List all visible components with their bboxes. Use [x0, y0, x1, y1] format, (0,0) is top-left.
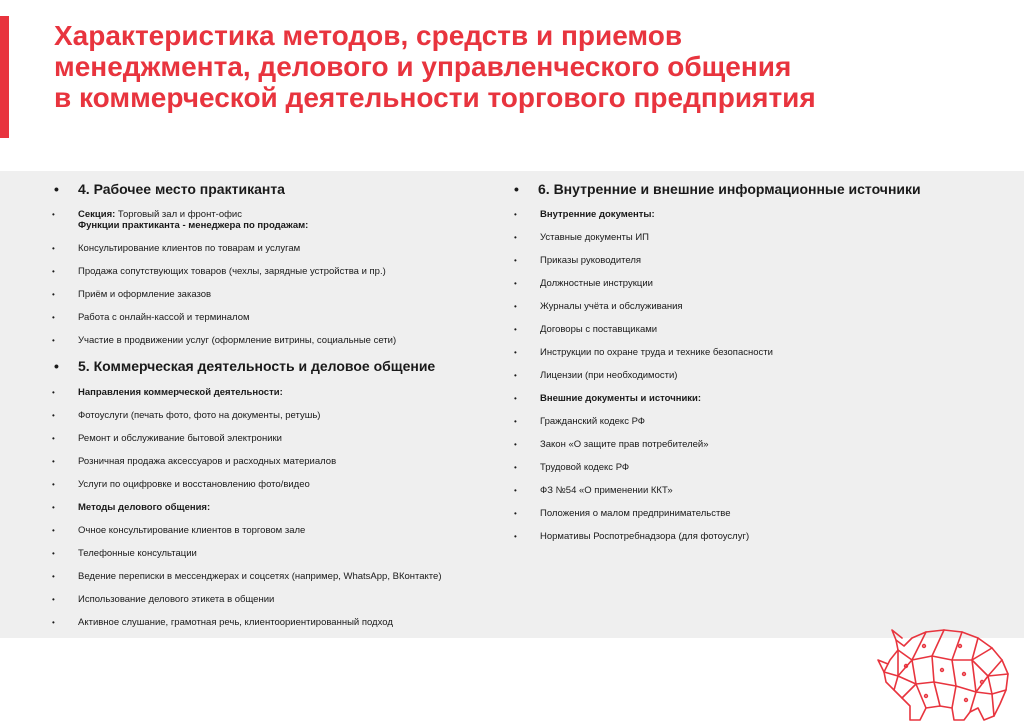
- list-item: • ФЗ №54 «О применении ККТ»: [514, 485, 673, 496]
- title-line-2: менеджмента, делового и управленческого общения: [54, 51, 792, 82]
- list-item: • Активное слушание, грамотная речь, клиентоориентированный подход: [52, 617, 393, 628]
- section-label-item: • Секция: Торговый зал и фронт-офис: [52, 209, 242, 220]
- list-item: • Ремонт и обслуживание бытовой электроники: [52, 433, 282, 444]
- list-item: • Журналы учёта и обслуживания: [514, 301, 683, 312]
- directions-label: • Направления коммерческой деятельности:: [52, 387, 283, 398]
- external-label: • Внешние документы и источники:: [514, 393, 702, 404]
- list-item: • Нормативы Роспотребнадзора (для фотоуслуг): [514, 531, 750, 542]
- list-item: • Лицензии (при необходимости): [514, 370, 678, 381]
- functions-label: Функции практиканта - менеджера по продажам:: [78, 220, 309, 231]
- list-item: • Работа с онлайн-кассой и терминалом: [52, 312, 250, 323]
- list-item: • Участие в продвижении услуг (оформление витрины, социальные сети): [52, 335, 397, 346]
- list-item: • Должностные инструкции: [514, 278, 653, 289]
- list-item: • Положения о малом предпринимательстве: [514, 508, 731, 519]
- list-item: • Трудовой кодекс РФ: [514, 462, 630, 473]
- methods-label: • Методы делового общения:: [52, 502, 211, 513]
- list-item: • Приказы руководителя: [514, 255, 642, 266]
- list-item: • Использование делового этикета в общении: [52, 594, 275, 605]
- list-item: • Уставные документы ИП: [514, 232, 649, 243]
- list-item: • Закон «О защите прав потребителей»: [514, 439, 709, 450]
- list-item: • Консультирование клиентов по товарам и услугам: [52, 243, 301, 254]
- list-item: • Инструкции по охране труда и технике безопасности: [514, 347, 773, 358]
- list-item: • Очное консультирование клиентов в торговом зале: [52, 525, 306, 536]
- list-item: • Договоры с поставщиками: [514, 324, 658, 335]
- list-item: • Гражданский кодекс РФ: [514, 416, 646, 427]
- list-item: • Приём и оформление заказов: [52, 289, 212, 300]
- title-line-1: Характеристика методов, средств и приемов: [54, 20, 683, 51]
- section-5-heading: • 5. Коммерческая деятельность и деловое общение: [54, 358, 436, 374]
- title-line-3: в коммерческой деятельности торгового предприятия: [54, 82, 816, 113]
- internal-label: • Внутренние документы:: [514, 209, 655, 220]
- list-item: • Ведение переписки в мессенджерах и соцсетях (например, WhatsApp, ВКонтакте): [52, 571, 442, 582]
- rhino-logo-icon: [876, 620, 1016, 723]
- page-title: [54, 20, 994, 113]
- list-item: • Фотоуслуги (печать фото, фото на документы, ретушь): [52, 410, 321, 421]
- accent-bar: [0, 16, 9, 138]
- content-panel: [0, 171, 1024, 638]
- section-6-heading: • 6. Внутренние и внешние информационные источники: [514, 181, 921, 197]
- list-item: • Телефонные консультации: [52, 548, 197, 559]
- list-item: • Услуги по оцифровке и восстановлению фото/видео: [52, 479, 310, 490]
- list-item: • Розничная продажа аксессуаров и расходных материалов: [52, 456, 337, 467]
- list-item: • Продажа сопутствующих товаров (чехлы, зарядные устройства и пр.): [52, 266, 386, 277]
- section-4-heading: • 4. Рабочее место практиканта: [54, 181, 285, 197]
